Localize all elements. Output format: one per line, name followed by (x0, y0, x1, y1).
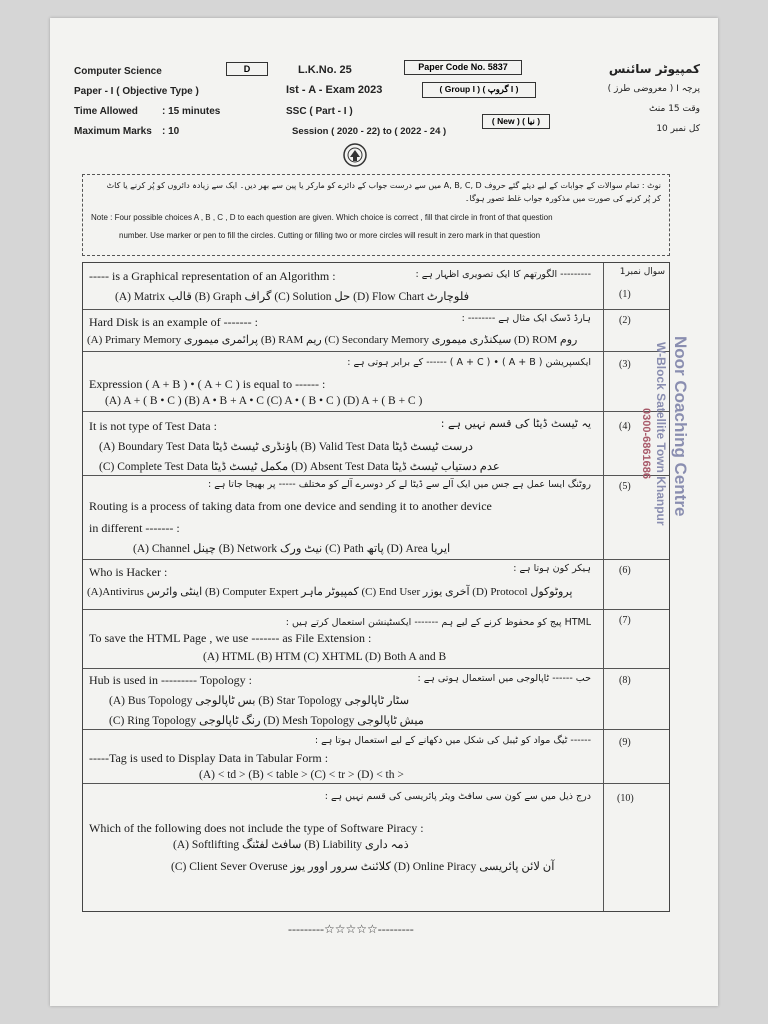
question-urdu: یہ ٹیسٹ ڈیٹا کی قسم نہیں ہے : (440, 417, 591, 430)
exam-title: Ist - A - Exam 2023 (286, 84, 383, 96)
question-number: (10) (617, 793, 634, 804)
paper-urdu: پرچہ I ( معروضی طرز ) (607, 84, 700, 94)
question-options-row1: (A) Softlifting سافٹ لفٹنگ (B) Liability ذمہ داری (173, 839, 409, 851)
time-label: Time Allowed (74, 106, 138, 117)
question-urdu: روٹنگ ایسا عمل ہے جس میں ایک آلے سے ڈیٹا لے کر دوسرے آلے کو مختلف ----- پر بھیجا جاتا ہے : (208, 479, 591, 490)
question-number: (3) (619, 359, 631, 370)
question-number: (4) (619, 421, 631, 432)
question-header: سوال نمبر1 (619, 267, 665, 277)
footer-stars: ---------☆☆☆☆☆--------- (288, 922, 414, 936)
question-text: Expression ( A + B ) • ( A + C ) is equal to ------ : (89, 377, 326, 391)
question-text: Hard Disk is an example of ------- : (89, 315, 258, 329)
stamp-phone: 0300-6861686 (640, 408, 652, 479)
exam-paper (50, 18, 718, 1006)
subject-english: Computer Science (74, 66, 162, 77)
question-number: (1) (619, 289, 631, 300)
question-options: (A) Channel چینل (B) Network نیٹ ورک (C) Path پاتھ (D) Area ایریا (133, 543, 451, 555)
group-letter-box: D (226, 62, 268, 76)
question-number: (2) (619, 315, 631, 326)
note-english-line1: Note : Four possible choices A , B , C , D to each question are given. Which choice is correct , fill that circle in front of that question (91, 213, 553, 222)
question-text-line2: in different ------- : (89, 521, 180, 535)
new-syllabus-box: ( New ) ( نیا ) (482, 114, 550, 129)
question-options: (A)Antivirus اینٹی وائرس (B) Computer Expert کمپیوٹر ماہر (C) End User آخری یوزر (D) Protocol پروٹوکول (87, 586, 573, 598)
question-options-row2: (C) Complete Test Data مکمل ٹیسٹ ڈیٹا (D) Absent Test Data عدم دستیاب ٹیسٹ ڈیٹا (99, 461, 500, 473)
question-urdu: حب ------ ٹاپالوجی میں استعمال ہوتی ہے : (417, 673, 591, 684)
question-options: (A) Primary Memory پرائمری میموری (B) RAM ریم (C) Secondary Memory سیکنڈری میموری (D) ROM روم (87, 334, 578, 346)
stamp-address: W-Block Satellite Town Khanpur (654, 342, 668, 526)
question-text: -----Tag is used to Display Data in Tabular Form : (89, 751, 329, 765)
session: Session ( 2020 - 22) to ( 2022 - 24 ) (292, 126, 447, 137)
question-options-row1: (A) Boundary Test Data باؤنڈری ٹیسٹ ڈیٹا (B) Valid Test Data درست ٹیسٹ ڈیٹا (99, 441, 474, 453)
question-text: Hub is used in --------- Topology : (89, 673, 252, 687)
question-text: Who is Hacker : (89, 565, 168, 579)
question-urdu: ہارڈ ڈسک ایک مثال ہے -------- : (461, 313, 591, 324)
time-urdu: وقت 15 منٹ (648, 104, 700, 114)
time-value: : 15 minutes (162, 106, 221, 117)
ssc-part: SSC ( Part - I ) (286, 106, 353, 117)
question-number: (6) (619, 565, 631, 576)
note-english-line2: number. Use marker or pen to fill the circles. Cutting or filling two or more circles will result in zero mark in that question (119, 231, 541, 240)
question-options-row2: (C) Client Sever Overuse کلائنٹ سرور اوور یوز (D) Online Piracy آن لائن پائریسی (171, 861, 555, 873)
question-urdu: --------- الگورتھم کا ایک تصویری اظہار ہے : (415, 269, 591, 280)
question-urdu: ایکسپریشن ( A + B ) • ( A + C ) ------ کے برابر ہوتی ہے : (347, 357, 591, 368)
question-options: (A) HTML (B) HTM (C) XHTML (D) Both A and B (203, 651, 447, 663)
question-number: (7) (619, 615, 631, 626)
question-options-row1: (A) Bus Topology بس ٹاپالوجی (B) Star Topology سٹار ٹاپالوجی (109, 695, 410, 707)
group-box: ( Group I ) ( گروپ I ) (422, 82, 536, 98)
question-text: To save the HTML Page , we use ------- as File Extension : (89, 631, 372, 645)
question-text: Which of the following does not include the type of Software Piracy : (89, 821, 424, 835)
question-number: (8) (619, 675, 631, 686)
paper-code-box: Paper Code No. 5837 (404, 60, 522, 75)
paper-type: Paper - I ( Objective Type ) (74, 86, 199, 97)
marks-value: : 10 (162, 126, 180, 137)
question-text-line1: Routing is a process of taking data from one device and sending it to another device (89, 499, 492, 513)
stamp-centre-name: Noor Coaching Centre (671, 336, 690, 517)
question-number: (5) (619, 481, 631, 492)
question-text: ----- is a Graphical representation of an Algorithm : (89, 269, 336, 283)
question-text: It is not type of Test Data : (89, 419, 217, 433)
lk-number: L.K.No. 25 (298, 64, 352, 76)
question-urdu: ------ ٹیگ مواد کو ٹیبل کی شکل میں دکھانے کے لیے استعمال ہوتا ہے : (314, 735, 591, 746)
question-options-row2: (C) Ring Topology رنگ ٹاپالوجی (D) Mesh Topology میش ٹاپالوجی (109, 715, 424, 727)
note-urdu: نوٹ : تمام سوالات کے جوابات کے لیے دیئے گئے حروف A, B, C, D میں سے درست جواب کے دائرے کو مارکر یا پین سے بھر دیں۔ ایک سے زیادہ دائروں کو پُر کرنے یا کاٹ کر پُر کرنے کی صورت میں مذکورہ جواب غلط تصور ہوگا۔ (106, 181, 661, 203)
marks-urdu: کل نمبر 10 (656, 124, 700, 134)
instructions-box (82, 174, 670, 256)
question-options: (A) Matrix قالب (B) Graph گراف (C) Solution حل (D) Flow Chart فلوچارٹ (115, 291, 470, 303)
questions-table (82, 262, 670, 912)
question-urdu: درج ذیل میں سے کون سی سافٹ ویئر پائریسی کی قسم نہیں ہے : (324, 791, 591, 802)
subject-urdu: کمپیوٹر سائنس (608, 62, 700, 76)
question-options: (A) A + ( B • C ) (B) A • B + A • C (C) A • ( B • C ) (D) A + ( B + C ) (105, 395, 423, 407)
question-urdu: HTML پیج کو محفوظ کرنے کے لیے ہم ------- ایکسٹینشن استعمال کرتے ہیں : (285, 617, 591, 628)
question-urdu: ہیکر کون ہوتا ہے : (513, 563, 591, 574)
marks-label: Maximum Marks (74, 126, 152, 137)
board-emblem (342, 142, 368, 168)
question-options: (A) < td > (B) < table > (C) < tr > (D) < th > (199, 769, 404, 781)
question-number: (9) (619, 737, 631, 748)
